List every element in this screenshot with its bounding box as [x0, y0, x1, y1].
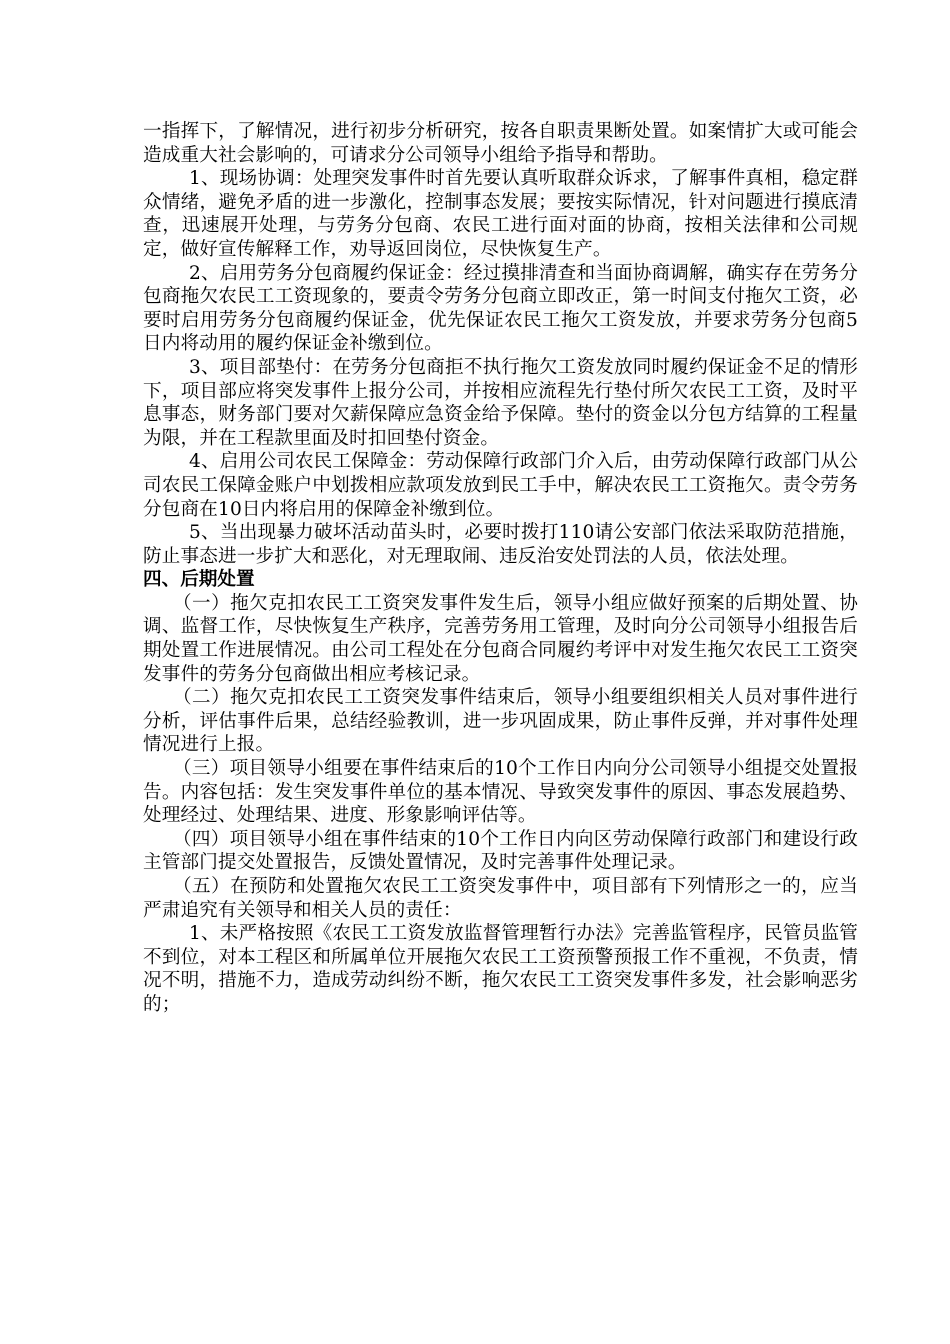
- paragraph-item-1-onsite-coordination: 1、现场协调：处理突发事件时首先要认真听取群众诉求，了解事件真相，稳定群众情绪，避免矛盾的进一步激化，控制事态发展；要按实际情况，针对问题进行摸底清查，迅速展开处理，与劳务分包商、农民工进行面对面的协商，按相关法律和公司规定，做好宣传解释工作，劝导返回岗位，尽快恢复生产。: [143, 168, 858, 260]
- paragraph-item-4-guarantee-fund: 4、启用公司农民工保障金：劳动保障行政部门介入后，由劳动保障行政部门从公司农民工保障金账户中划拨相应款项发放到民工手中，解决农民工工资拖欠。责令劳务分包商在10日内将启用的保障金补缴到位。: [143, 451, 858, 520]
- document-page: [143, 120, 858, 1017]
- paragraph-item-3-project-advance: 3、项目部垫付：在劳务分包商拒不执行拖欠工资发放同时履约保证金不足的情形下，项目部应将突发事件上报分公司，并按相应流程先行垫付所欠农民工工资，及时平息事态，财务部门要对欠薪保障应急资金给予保障。垫付的资金以分包方结算的工程量为限，并在工程款里面及时扣回垫付资金。: [143, 356, 858, 449]
- paragraph-continuation: 一指挥下，了解情况，进行初步分析研究，按各自职责果断处置。如案情扩大或可能会造成重大社会影响的，可请求分公司领导小组给予指导和帮助。: [143, 121, 858, 166]
- paragraph-sub-5: （五）在预防和处置拖欠农民工工资突发事件中，项目部有下列情形之一的，应当严肃追究有关领导和相关人员的责任：: [143, 876, 858, 921]
- paragraph-sub-2: （二）拖欠克扣农民工工资突发事件结束后，领导小组要组织相关人员对事件进行分析，评估事件后果，总结经验教训，进一步巩固成果，防止事件反弹，并对事件处理情况进行上报。: [143, 687, 858, 756]
- paragraph-item-5-violence: 5、当出现暴力破坏活动苗头时，必要时拨打110请公安部门依法采取防范措施，防止事态进一步扩大和恶化，对无理取闹、违反治安处罚法的人员，依法处理。: [143, 522, 858, 567]
- paragraph-sub-1: （一）拖欠克扣农民工工资突发事件发生后，领导小组应做好预案的后期处置、协调、监督工作，尽快恢复生产秩序，完善劳务用工管理，及时向分公司领导小组报告后期处置工作进展情况。由公司工程处在分包商合同履约考评中对发生拖欠农民工工资突发事件的劳务分包商做出相应考核记录。: [143, 592, 858, 685]
- paragraph-sub-3: （三）项目领导小组要在事件结束后的10个工作日内向分公司领导小组提交处置报告。内容包括：发生突发事件单位的基本情况、导致突发事件的原因、事态发展趋势、处理经过、处理结果、进度、形象影响评估等。: [143, 758, 858, 827]
- paragraph-sub-4: （四）项目领导小组在事件结束的10个工作日内向区劳动保障行政部门和建设行政主管部门提交处置报告，反馈处置情况，及时完善事件处理记录。: [143, 828, 858, 874]
- paragraph-item-2-performance-bond: 2、启用劳务分包商履约保证金：经过摸排清查和当面协商调解，确实存在劳务分包商拖欠农民工工资现象的，要责令劳务分包商立即改正，第一时间支付拖欠工资，必要时启用劳务分包商履约保证金，优先保证农民工拖欠工资发放，并要求劳务分包商5日内将动用的履约保证金补缴到位。: [143, 262, 858, 355]
- paragraph-sub-5-item-1: 1、未严格按照《农民工工资发放监督管理暂行办法》完善监管程序，民管员监管不到位，对本工程区和所属单位开展拖欠农民工工资预警预报工作不重视，不负责，情况不明，措施不力，造成劳动纠纷不断，拖欠农民工工资突发事件多发，社会影响恶劣的；: [143, 923, 858, 1015]
- section-heading-post-handling: 四、后期处置: [143, 569, 255, 591]
